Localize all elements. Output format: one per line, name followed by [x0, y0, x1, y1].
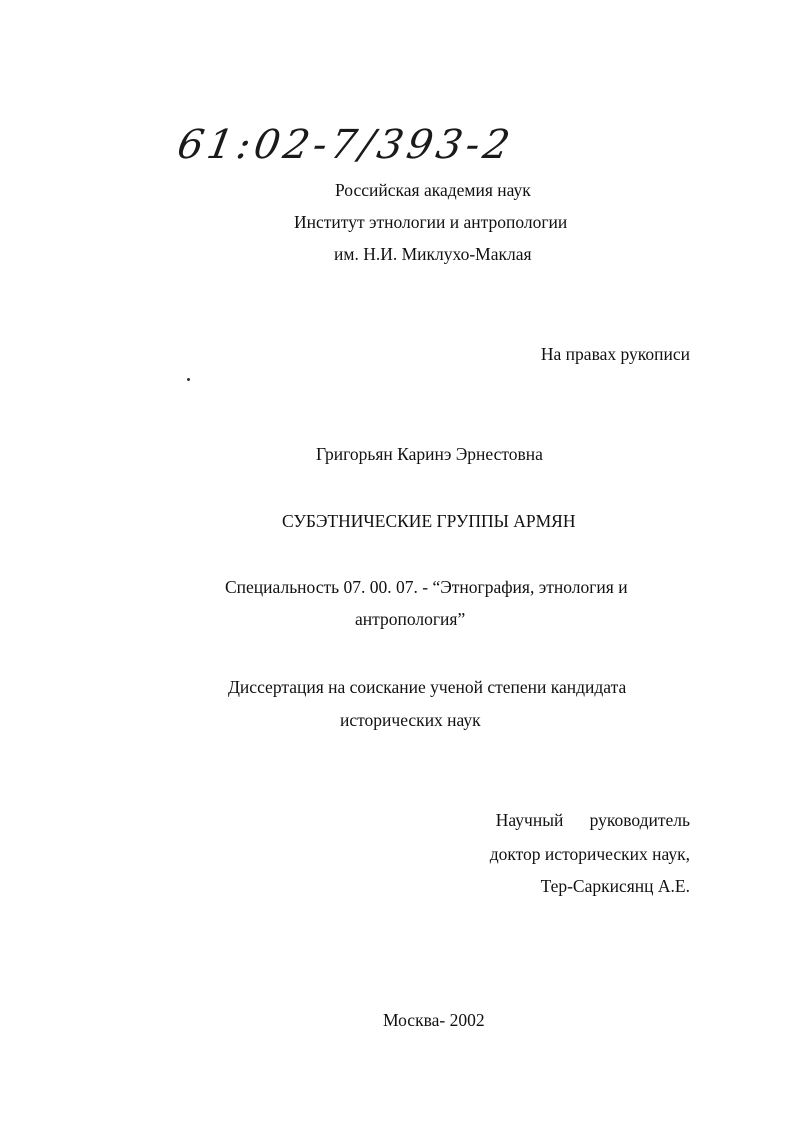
- specialty-line-2: антропология”: [355, 609, 466, 629]
- place-year: Москва- 2002: [383, 1010, 485, 1030]
- specialty-line-1: Специальность 07. 00. 07. - “Этнография, этнология и: [225, 577, 628, 597]
- dissertation-line-2: исторических наук: [340, 710, 481, 730]
- supervisor-label: Научный руководитель: [495, 810, 690, 830]
- institute-name: Институт этнологии и антропологии: [294, 212, 568, 232]
- dissertation-title: СУБЭТНИЧЕСКИЕ ГРУППЫ АРМЯН: [282, 511, 576, 531]
- academy-name: Российская академия наук: [335, 180, 531, 200]
- scan-speck: [187, 378, 190, 381]
- institute-named-after: им. Н.И. Миклухо-Маклая: [334, 244, 532, 264]
- supervisor-degree: доктор исторических наук,: [489, 844, 690, 864]
- author-name: Григорьян Каринэ Эрнестовна: [316, 444, 543, 464]
- dissertation-line-1: Диссертация на соискание ученой степени кандидата: [228, 677, 627, 697]
- handwritten-archive-number: 61:02-7/393-2: [173, 122, 518, 168]
- manuscript-note: На правах рукописи: [540, 344, 690, 364]
- supervisor-name: Тер-Саркисянц А.Е.: [540, 876, 690, 896]
